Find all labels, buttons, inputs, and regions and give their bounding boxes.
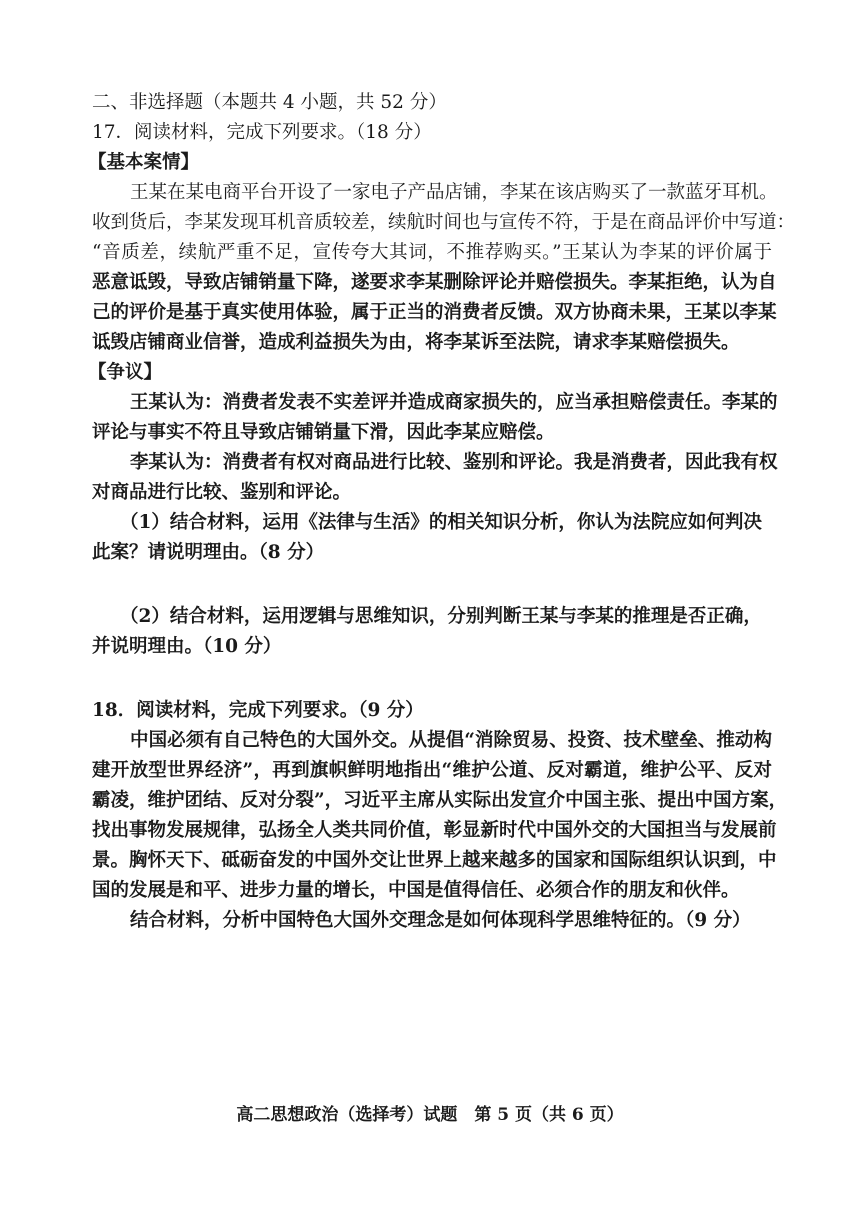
q18-heading: 18．阅读材料，完成下列要求。（9 分）: [92, 700, 424, 721]
case-label: 【基本案情】: [88, 152, 200, 173]
li-argument: [92, 448, 778, 508]
sub2-line: 并说明理由。（10 分）: [92, 636, 282, 657]
case-line: 己的评价是基于真实使用体验，属于正当的消费者反馈。双方协商未果，王某以李某: [92, 302, 777, 323]
case-line: 恶意诋毁，导致店铺销量下降，遂要求李某删除评论并赔偿损失。李某拒绝，认为自: [92, 272, 777, 293]
li-line: 李某认为：消费者有权对商品进行比较、鉴别和评论。我是消费者，因此我有权: [130, 452, 778, 473]
case-line: 收到货后，李某发现耳机音质较差，续航时间也与宣传不符，于是在商品评价中写道：: [92, 212, 796, 233]
q17-heading: 17．阅读材料，完成下列要求。（18 分）: [92, 122, 432, 143]
dispute-label: 【争议】: [88, 362, 163, 383]
sub-question-2: [92, 602, 772, 662]
q18-material: [92, 726, 788, 906]
q18-line: 找出事物发展规律，弘扬全人类共同价值，彰显新时代中国外交的大国担当与发展前: [92, 820, 777, 841]
sub1-line: （1）结合材料，运用《法律与生活》的相关知识分析，你认为法院应如何判决: [120, 512, 762, 533]
case-line: “音质差，续航严重不足，宣传夸大其词，不推荐购买。”王某认为李某的评价属于: [92, 242, 772, 263]
q18-line: 景。胸怀天下、砥砺奋发的中国外交让世界上越来越多的国家和国际组织认识到，中: [92, 850, 777, 871]
page-content: [88, 88, 796, 936]
q18-question: 结合材料，分析中国特色大国外交理念是如何体现科学思维特征的。（9 分）: [130, 910, 751, 931]
case-line: 王某在某电商平台开设了一家电子产品店铺，李某在该店购买了一款蓝牙耳机。: [130, 182, 778, 203]
page-footer: 高二思想政治（选择考）试题 第 5 页（共 6 页）: [236, 1105, 624, 1125]
case-material: [92, 178, 796, 358]
wang-line: 评论与事实不符且导致店铺销量下滑，因此李某应赔偿。: [92, 422, 555, 443]
q18-line: 建开放型世界经济”，再到旗帜鲜明地指出“维护公道、反对霸道，维护公平、反对: [92, 760, 772, 781]
wang-argument: [92, 388, 778, 448]
case-line: 诋毁店铺商业信誉，造成利益损失为由，将李某诉至法院，请求李某赔偿损失。: [92, 332, 740, 353]
q18-line: 国的发展是和平、进步力量的增长，中国是值得信任、必须合作的朋友和伙伴。: [92, 880, 740, 901]
section-title: 二、非选择题（本题共 4 小题，共 52 分）: [92, 92, 447, 113]
sub1-line: 此案？请说明理由。（8 分）: [92, 542, 325, 563]
sub2-line: （2）结合材料，运用逻辑与思维知识，分别判断王某与李某的推理是否正确，: [120, 606, 762, 627]
li-line: 对商品进行比较、鉴别和评论。: [92, 482, 352, 503]
wang-line: 王某认为：消费者发表不实差评并造成商家损失的，应当承担赔偿责任。李某的: [130, 392, 778, 413]
sub-question-1: [92, 508, 772, 568]
q18-line: 霸凌，维护团结、反对分裂”，习近平主席从实际出发宣介中国主张、提出中国方案，: [92, 790, 788, 811]
q18-line: 中国必须有自己特色的大国外交。从提倡“消除贸易、投资、技术壁垒、推动构: [130, 730, 772, 751]
